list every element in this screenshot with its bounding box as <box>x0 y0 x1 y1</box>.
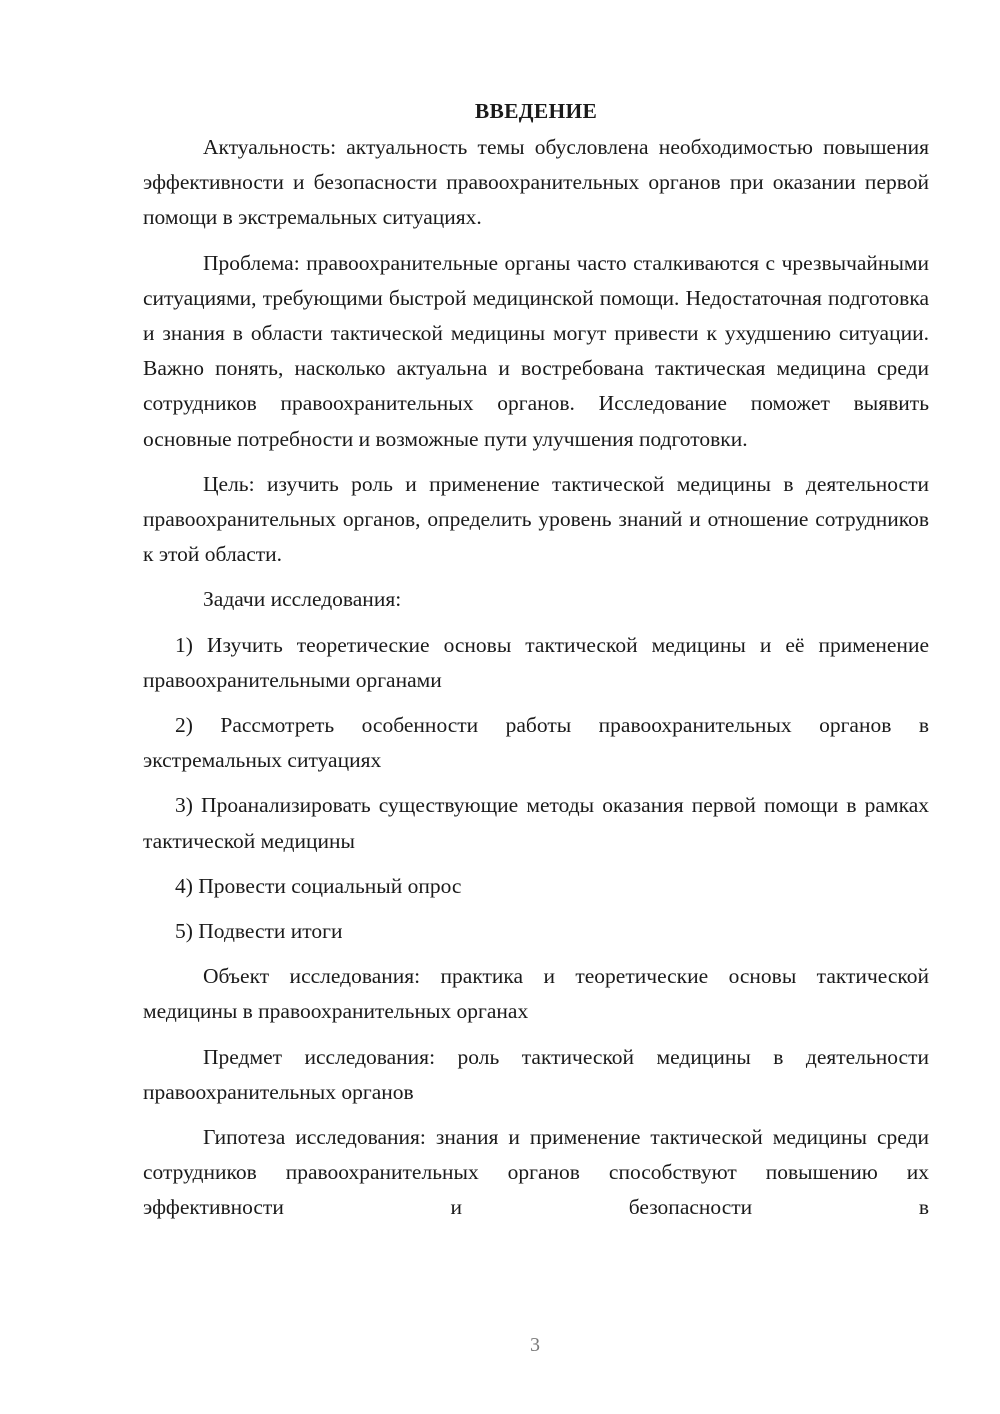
paragraph-hypothesis: Гипотеза исследования: знания и применение тактической медицины среди сотрудников правоохранительных органов способствуют повышению их эффективности и безопасности в <box>143 1125 929 1220</box>
page-number: 3 <box>530 1334 540 1356</box>
task-item-3: 3) Проанализировать существующие методы оказания первой помощи в рамках тактической медицины <box>143 793 929 853</box>
tasks-title: Задачи исследования: <box>203 587 402 612</box>
paragraph-object: Объект исследования: практика и теоретические основы тактической медицины в правоохранительных органах <box>143 964 929 1024</box>
paragraph-subject: Предмет исследования: роль тактической медицины в деятельности правоохранительных органов <box>143 1044 929 1104</box>
paragraph-problem: Проблема: правоохранительные органы часто сталкиваются с чрезвычайными ситуациями, требующими быстрой медицинской помощи. Недостаточная подготовка и знания в области тактической медицины могут привести к ухудшению ситуации. Важно понять, насколько актуальна и востребована тактическая медицина среди сотрудников правоохранительных органов. Исследование поможет выявить основные потребности и возможные пути улучшения подготовки. <box>143 250 929 451</box>
paragraph-relevance: Актуальность: актуальность темы обусловлена необходимостью повышения эффективности и безопасности правоохранительных органов при оказании первой помощи в экстремальных ситуациях. <box>143 135 929 230</box>
task-item-5: 5) Подвести итоги <box>175 919 343 944</box>
document-page <box>143 92 929 1226</box>
paragraph-goal: Цель: изучить роль и применение тактической медицины в деятельности правоохранительных органов, определить уровень знаний и отношение сотрудников к этой области. <box>143 471 929 567</box>
task-item-4: 4) Провести социальный опрос <box>175 873 462 898</box>
task-item-2: 2) Рассмотреть особенности работы правоохранительных органов в экстремальных ситуациях <box>143 713 929 773</box>
task-item-1: 1) Изучить теоретические основы тактической медицины и её применение правоохранительными органами <box>143 632 929 692</box>
section-heading: ВВЕДЕНИЕ <box>474 99 598 123</box>
